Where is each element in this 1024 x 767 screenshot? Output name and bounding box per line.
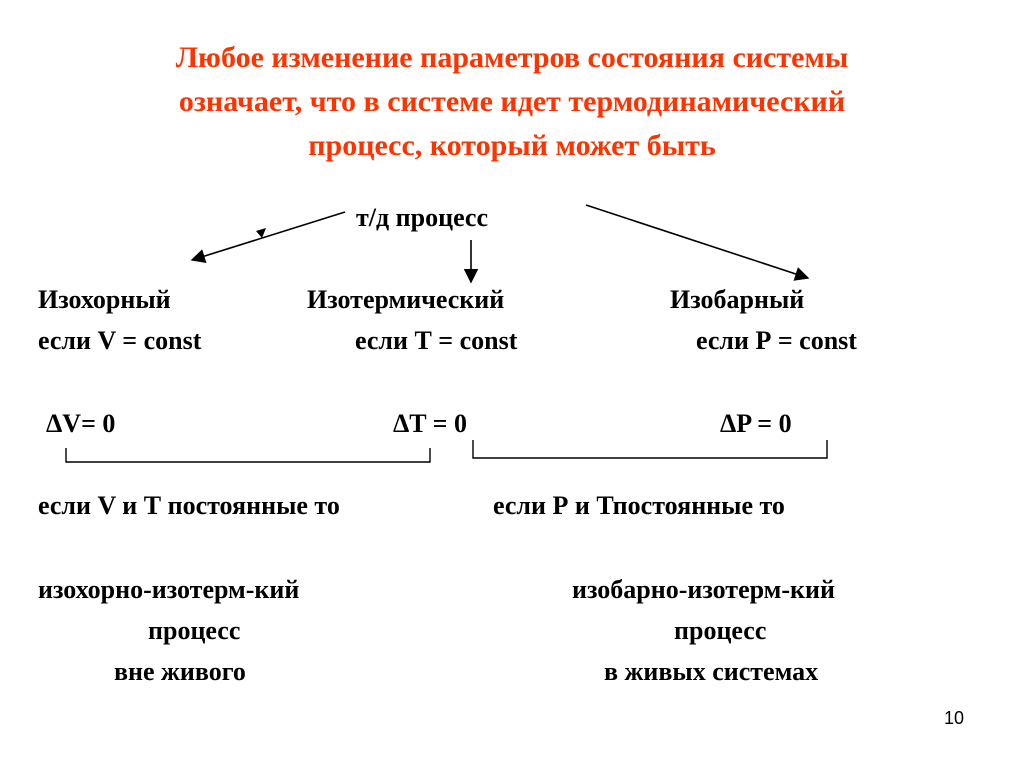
title-line-2: означает, что в системе идет термодинамический (178, 85, 846, 118)
right-combined-name: изобарно-изотерм-кий (572, 575, 835, 604)
left-combined-word: процесс (148, 616, 241, 645)
left-combined-note: вне живого (114, 657, 246, 686)
right-combined-word: процесс (674, 616, 767, 645)
isothermal-condition: если Т = const (355, 326, 518, 355)
isobaric-delta: ΔP = 0 (720, 409, 792, 438)
arrow-midpoint-marker (256, 228, 266, 238)
right-combined-note: в живых системах (604, 657, 819, 686)
arrow-to-isochoric (192, 212, 345, 260)
isothermal-name: Изотермический (307, 285, 505, 314)
root-process-label: т/д процесс (356, 203, 489, 232)
left-combined-name: изохорно-изотерм-кий (38, 575, 300, 604)
bracket-right (473, 440, 827, 458)
title-line-1: Любое изменение параметров состояния системы (175, 41, 849, 74)
right-combined-condition: если Р и Тпостоянные то (493, 491, 785, 520)
title-line-3: процесс, который может быть (308, 129, 716, 162)
isobaric-condition: если Р = const (696, 326, 857, 355)
slide-title (40, 36, 984, 168)
isochoric-condition: если V = const (38, 326, 202, 355)
isobaric-name: Изобарный (670, 285, 805, 314)
page-number: 10 (943, 708, 964, 728)
bracket-left (66, 448, 430, 462)
isothermal-delta: ΔT = 0 (393, 409, 467, 438)
isochoric-name: Изохорный (38, 285, 171, 314)
left-combined-condition: если V и Т постоянные то (38, 491, 340, 520)
isochoric-delta: ΔV= 0 (46, 409, 116, 438)
arrow-to-isobaric (586, 205, 808, 278)
